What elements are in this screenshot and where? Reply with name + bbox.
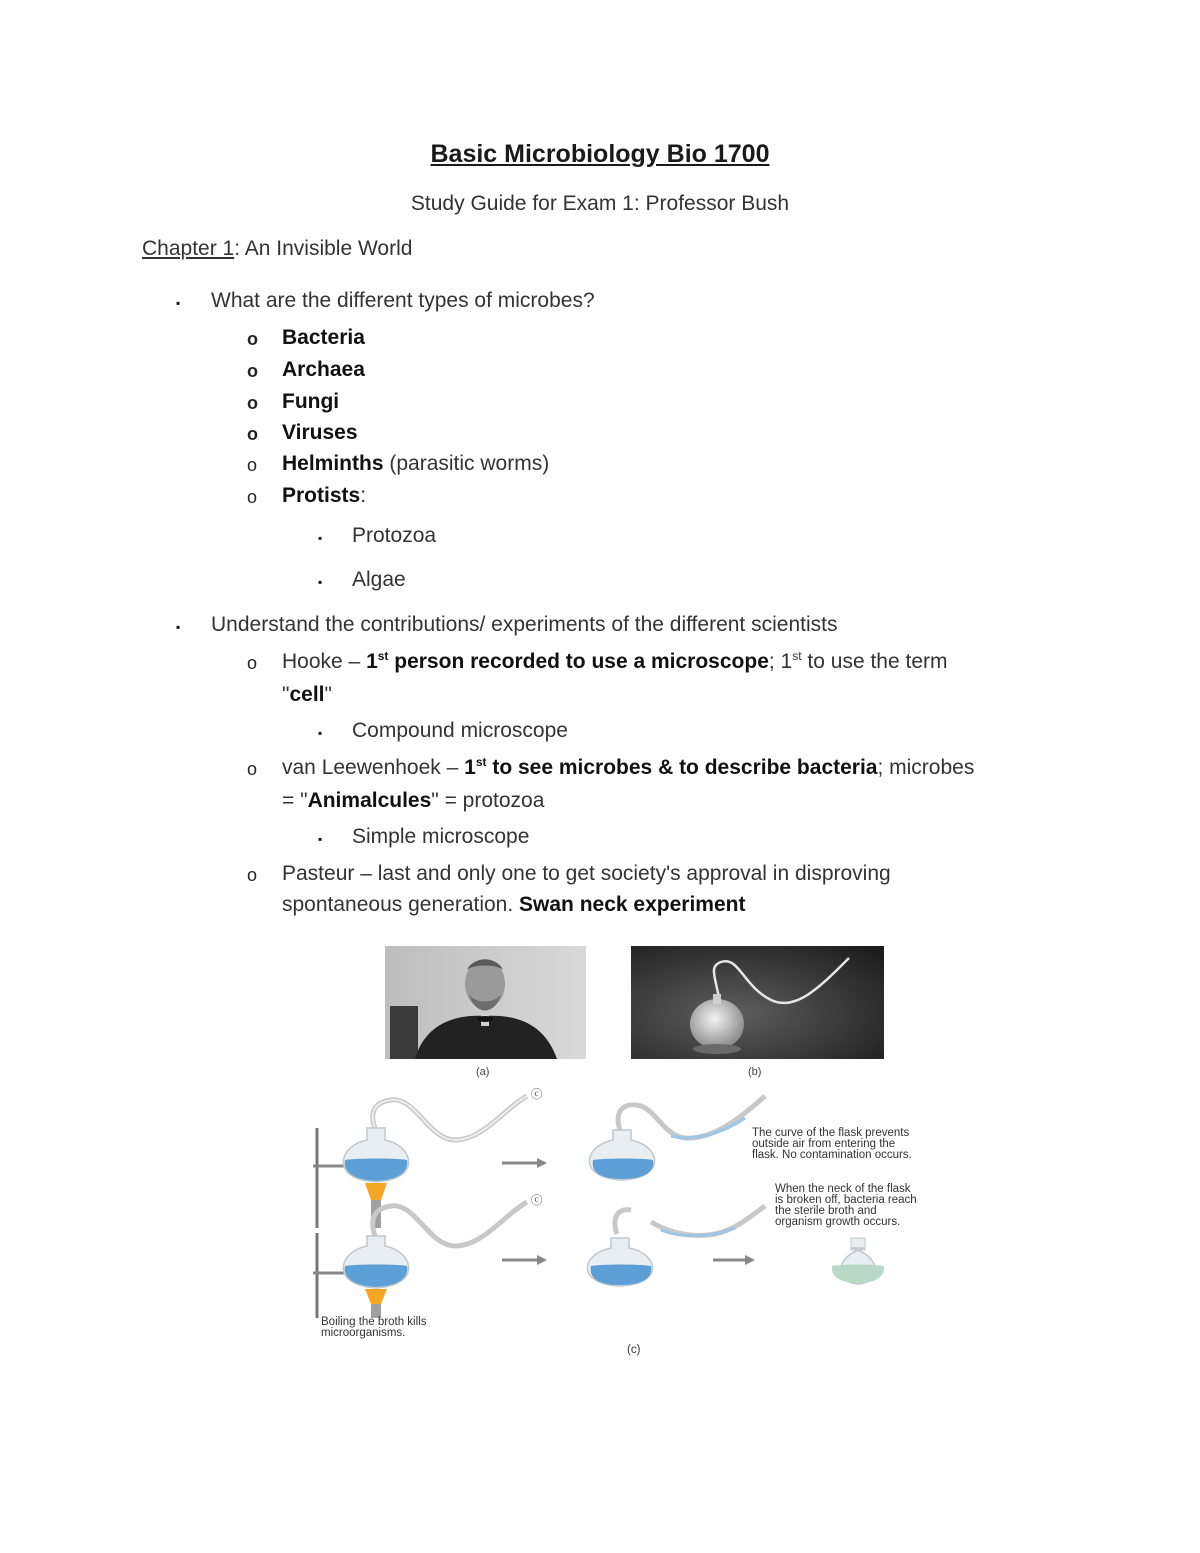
pasteur-portrait-photo [385, 946, 586, 1059]
leeuwenhoek-tail: ; microbes [877, 756, 975, 779]
note-boiling-line-2: microorganisms. [321, 1327, 406, 1339]
broken-neck-flask [587, 1206, 765, 1286]
note-boiling-line-1: Boiling the broth kills [321, 1316, 427, 1328]
circle-bullet-icon: o [247, 329, 258, 349]
hooke-compound-microscope: Compound microscope [352, 719, 568, 742]
square-bullet-icon: ▪ [176, 620, 181, 634]
circle-bullet-icon: o [247, 865, 258, 885]
arrow-head-icon [745, 1255, 755, 1265]
protist-algae: Algae [352, 568, 406, 591]
caption-a: (a) [476, 1066, 490, 1078]
quote-close: " [324, 683, 332, 706]
microbe-helminths [282, 452, 549, 476]
leeuwenhoek-bold-1: 1 [464, 756, 476, 779]
note-broken-line-1: When the neck of the flask [775, 1183, 911, 1195]
svg-text:ⓒ: ⓒ [531, 1195, 543, 1207]
protists-term: Protists [282, 484, 361, 507]
protists-colon: : [360, 484, 367, 507]
swan-neck-flask-photo [631, 946, 884, 1059]
hooke-mid: ; 1 [768, 650, 793, 673]
square-bullet-icon: ▪ [176, 296, 181, 310]
contaminated-flask [832, 1238, 884, 1284]
microbe-protists [282, 484, 366, 508]
microbe-fungi: Fungi [282, 390, 340, 413]
square-bullet-icon: ▪ [318, 575, 323, 589]
hooke-line-2 [282, 683, 332, 707]
arrow-head-icon [537, 1158, 547, 1168]
note-curve-line-2: outside air from entering the [752, 1138, 896, 1150]
boiling-flask-apparatus-2 [313, 1194, 543, 1318]
page-subtitle: Study Guide for Exam 1: Professor Bush [410, 192, 790, 215]
note-curve-line-1: The curve of the flask prevents [752, 1127, 910, 1139]
leeuwenhoek-name: van Leewenhoek – [282, 756, 465, 779]
question-microbe-types: What are the different types of microbes? [211, 289, 595, 312]
hooke-sup-2: st [792, 649, 802, 663]
pasteur-line-1: Pasteur – last and only one to get society's approval in disproving [282, 862, 891, 885]
chapter-heading [142, 237, 412, 261]
note-broken-line-4: organism growth occurs. [775, 1216, 901, 1228]
hooke-name: Hooke – [282, 650, 367, 673]
leeuwenhoek-bold-2: to see microbes & to describe bacteria [486, 756, 878, 779]
hooke-sup-1: st [377, 649, 389, 663]
animalcules-prefix: = " [282, 789, 308, 812]
pasteur-text: spontaneous generation. [282, 893, 520, 916]
chapter-title: : An Invisible World [234, 237, 413, 260]
hooke-bold-1: 1 [366, 650, 378, 673]
protist-protozoa: Protozoa [352, 524, 437, 547]
circle-bullet-icon: o [247, 455, 258, 475]
question-scientists: Understand the contributions/ experiments of the different scientists [211, 613, 838, 636]
hooke-tail: to use the term [801, 650, 948, 673]
square-bullet-icon: ▪ [318, 832, 323, 846]
hooke-cell: cell [289, 683, 325, 706]
circle-bullet-icon: o [247, 487, 258, 507]
cooled-flask-1 [589, 1096, 765, 1180]
leeuwenhoek-simple-microscope: Simple microscope [352, 825, 530, 848]
quote-open: " [282, 683, 290, 706]
pasteur-line-2 [282, 893, 745, 917]
note-broken-line-3: the sterile broth and [775, 1205, 877, 1217]
arrow-head-icon [537, 1255, 547, 1265]
note-broken-line-2: is broken off, bacteria reach [775, 1194, 917, 1206]
square-bullet-icon: ▪ [318, 531, 323, 545]
square-bullet-icon: ▪ [318, 726, 323, 740]
leeuwenhoek-line-2 [282, 789, 544, 813]
circle-bullet-icon: o [247, 759, 258, 779]
leeuwenhoek-line [282, 756, 974, 780]
helminths-note: (parasitic worms) [383, 452, 550, 475]
circle-bullet-icon: o [247, 393, 258, 413]
chapter-label: Chapter 1 [142, 237, 235, 260]
microbe-bacteria: Bacteria [282, 326, 365, 349]
pasteur-swan-neck: Swan neck experiment [519, 893, 746, 916]
note-curve-line-3: flask. No contamination occurs. [752, 1149, 912, 1161]
circle-bullet-icon: o [247, 361, 258, 381]
svg-text:ⓒ: ⓒ [531, 1089, 543, 1101]
microbe-archaea: Archaea [282, 358, 365, 381]
caption-b: (b) [748, 1066, 762, 1078]
circle-bullet-icon: o [247, 653, 258, 673]
microbe-viruses: Viruses [282, 421, 358, 444]
leeuwenhoek-animalcules: Animalcules [307, 789, 432, 812]
caption-c: (c) [627, 1344, 641, 1356]
swan-neck-experiment-diagram [305, 1088, 985, 1358]
hooke-bold-2: person recorded to use a microscope [388, 650, 769, 673]
hooke-line [282, 650, 947, 674]
boiling-flask-apparatus-1 [313, 1088, 543, 1228]
animalcules-suffix: " = protozoa [431, 789, 545, 812]
circle-bullet-icon: o [247, 424, 258, 444]
helminths-term: Helminths [282, 452, 384, 475]
page-title: Basic Microbiology Bio 1700 [430, 140, 770, 168]
leeuwenhoek-sup-1: st [475, 755, 487, 769]
